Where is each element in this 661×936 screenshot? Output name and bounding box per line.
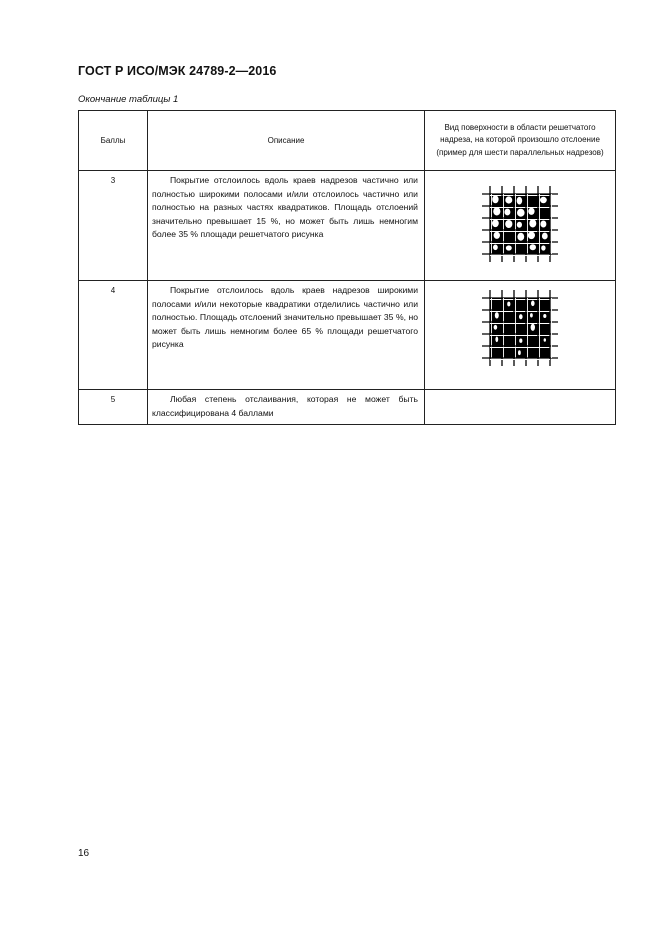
header-score: Баллы [79, 111, 148, 171]
row-description [148, 171, 425, 281]
row-description-text: Покрытие отслоилось вдоль краев надрезов широкими полосами и/или некоторые квадратики отделились частично или полностью. Площадь отслоений значительно превышает 35 %, но может быть лишь немногим более 65 % площади решетчатого рисунка [152, 285, 418, 349]
header-description: Описание [148, 111, 425, 171]
crosshatch-adhesion-pattern-3-icon [480, 184, 560, 264]
row-image-cell-empty [425, 390, 616, 425]
row-score: 3 [79, 171, 148, 281]
row-description [148, 281, 425, 390]
table-row [79, 171, 616, 281]
document-code: ГОСТ Р ИСО/МЭК 24789-2—2016 [78, 64, 277, 78]
table-row [79, 390, 616, 425]
row-description [148, 390, 425, 425]
row-image-cell [425, 171, 616, 281]
adhesion-classification-table [78, 110, 616, 425]
row-description-text: Любая степень отслаивания, которая не может быть классифицирована 4 баллами [152, 394, 418, 418]
header-image [425, 111, 616, 171]
table-row [79, 281, 616, 390]
row-score: 5 [79, 390, 148, 425]
crosshatch-adhesion-pattern-4-icon [480, 288, 560, 368]
row-score: 4 [79, 281, 148, 390]
page-number: 16 [78, 848, 90, 859]
header-image-label: Вид поверхности в области решетчатого надреза, на которой произошло отслоение (пример для шести параллельных надрезов) [436, 122, 604, 157]
table-caption: Окончание таблицы 1 [78, 94, 179, 105]
row-image-cell [425, 281, 616, 390]
table-header-row [79, 111, 616, 171]
row-description-text: Покрытие отслоилось вдоль краев надрезов частично или полностью широкими полосами и/или отслоилось частично или полностью на разных частях квадратиков. Площадь отслоений значительно превышает 15 %, но может быть лишь немногим более 35 % площади решетчатого рисунка [152, 175, 418, 239]
